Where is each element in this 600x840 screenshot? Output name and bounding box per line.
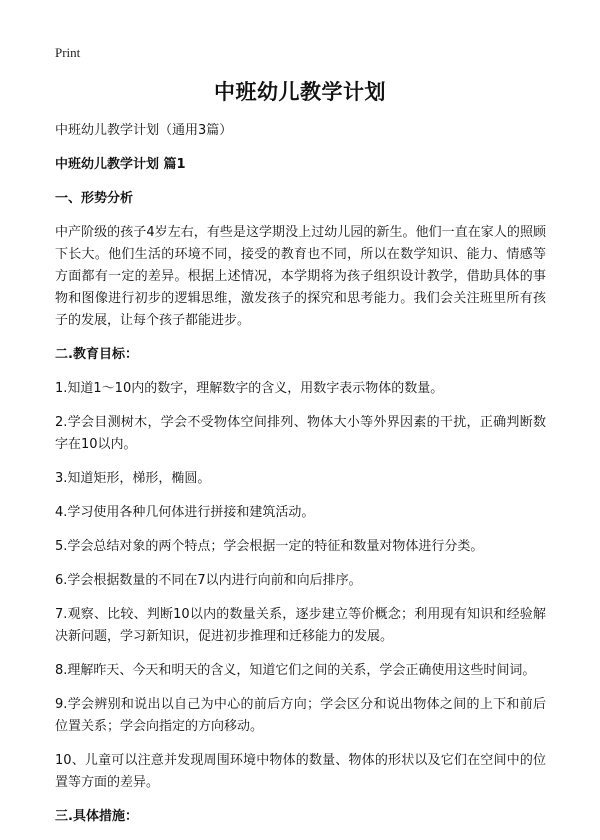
document-subtitle: 中班幼儿教学计划（通用3篇） [55, 123, 233, 138]
goal-item: 10、儿童可以注意并发现周围环境中物体的数量、物体的形状以及它们在空间中的位置等方面的差异。 [55, 753, 546, 790]
goal-item: 5.学会总结对象的两个特点；学会根据一定的特征和数量对物体进行分类。 [55, 539, 484, 554]
goal-item: 2.学会目测树木，学会不受物体空间排列、物体大小等外界因素的干扰，正确判断数字在10以内。 [55, 415, 546, 452]
document-body [55, 120, 546, 840]
situation-paragraph: 中产阶级的孩子4岁左右，有些是这学期没上过幼儿园的新生。他们一直在家人的照顾下长大。他们生活的环境不同，接受的教育也不同，所以在数学知识、能力、情感等方面都有一定的差异。根据上述情况，本学期将为孩子组织设计教学，借助具体的事物和图像进行初步的逻辑思维，激发孩子的探究和思考能力。我们会关注班里所有孩子的发展，让每个孩子都能进步。 [55, 225, 546, 328]
goal-item: 6.学会根据数量的不同在7以内进行向前和向后排序。 [55, 573, 362, 588]
section-heading-situation: 一、形势分析 [55, 191, 134, 206]
goal-item: 3.知道矩形，梯形，椭圆。 [55, 471, 211, 486]
goal-item: 1.知道1～10内的数字，理解数字的含义，用数字表示物体的数量。 [55, 381, 444, 396]
section-heading-goals: 二.教育目标： [55, 347, 138, 362]
goal-item: 9.学会辨别和说出以自己为中心的前后方向；学会区分和说出物体之间的上下和前后位置关系；学会向指定的方向移动。 [55, 697, 546, 734]
print-link[interactable]: Print [55, 45, 81, 60]
section-heading-measures: 三.具体措施： [55, 809, 138, 824]
part-heading: 中班幼儿教学计划 篇1 [55, 157, 186, 172]
goal-item: 7.观察、比较、判断10以内的数量关系，逐步建立等价概念；利用现有知识和经验解决新问题，学习新知识，促进初步推理和迁移能力的发展。 [55, 607, 546, 644]
goal-item: 4.学习使用各种几何体进行拼接和建筑活动。 [55, 505, 315, 520]
goal-item: 8.理解昨天、今天和明天的含义，知道它们之间的关系，学会正确使用这些时间词。 [55, 663, 536, 678]
page-title: 中班幼儿教学计划 [214, 80, 386, 104]
